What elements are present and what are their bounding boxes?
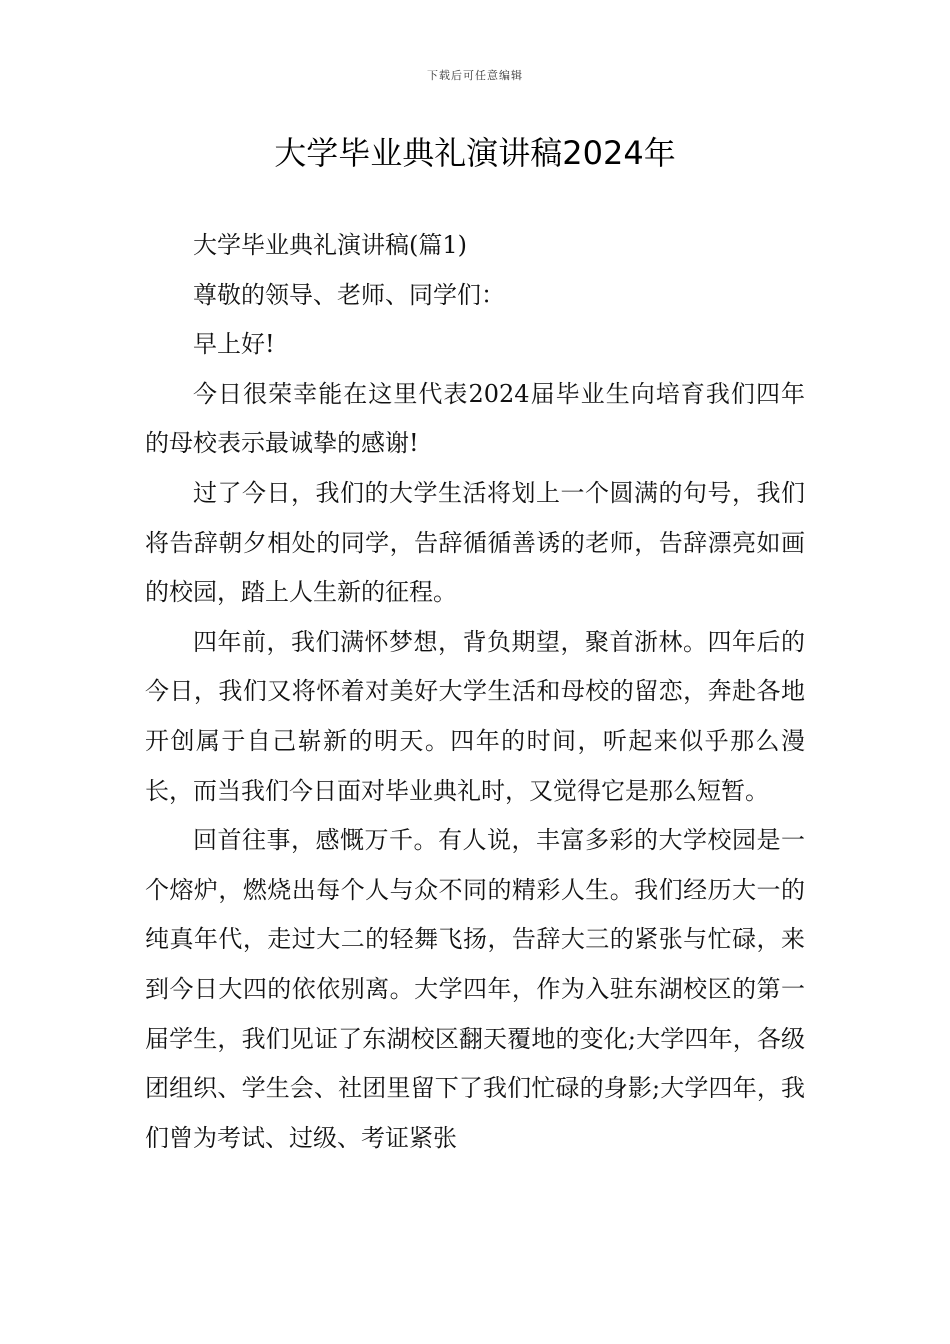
document-body <box>145 221 805 1163</box>
paragraph-recollection: 回首往事，感慨万千。有人说，丰富多彩的大学校园是一个熔炉，燃烧出每个人与众不同的精彩人生。我们经历大一的纯真年代，走过大二的轻舞飞扬，告辞大三的紧张与忙碌，来到今日大四的依依别离。大学四年，作为入驻东湖校区的第一届学生，我们见证了东湖校区翻天覆地的变化;大学四年，各级团组织、学生会、社团里留下了我们忙碌的身影;大学四年，我们曾为考试、过级、考证紧张 <box>145 826 805 1152</box>
paragraph-thanks: 今日很荣幸能在这里代表2024届毕业生向培育我们四年的母校表示最诚挚的感谢! <box>145 379 805 458</box>
paragraph-section-heading: 大学毕业典礼演讲稿(篇1) <box>193 231 467 259</box>
paragraph-salutation: 尊敬的领导、老师、同学们： <box>193 280 505 309</box>
header-note: 下载后可任意编辑 <box>427 69 523 82</box>
document-title: 大学毕业典礼演讲稿2024年 <box>274 134 676 172</box>
paragraph-greeting: 早上好! <box>193 330 275 359</box>
paragraph-farewell: 过了今日，我们的大学生活将划上一个圆满的句号，我们将告辞朝夕相处的同学，告辞循循善诱的老师，告辞漂亮如画的校园，踏上人生新的征程。 <box>145 478 805 607</box>
paragraph-four-years: 四年前，我们满怀梦想，背负期望，聚首浙林。四年后的今日，我们又将怀着对美好大学生活和母校的留恋，奔赴各地开创属于自己崭新的明天。四年的时间，听起来似乎那么漫长，而当我们今日面对毕业典礼时，又觉得它是那么短暂。 <box>145 627 805 805</box>
